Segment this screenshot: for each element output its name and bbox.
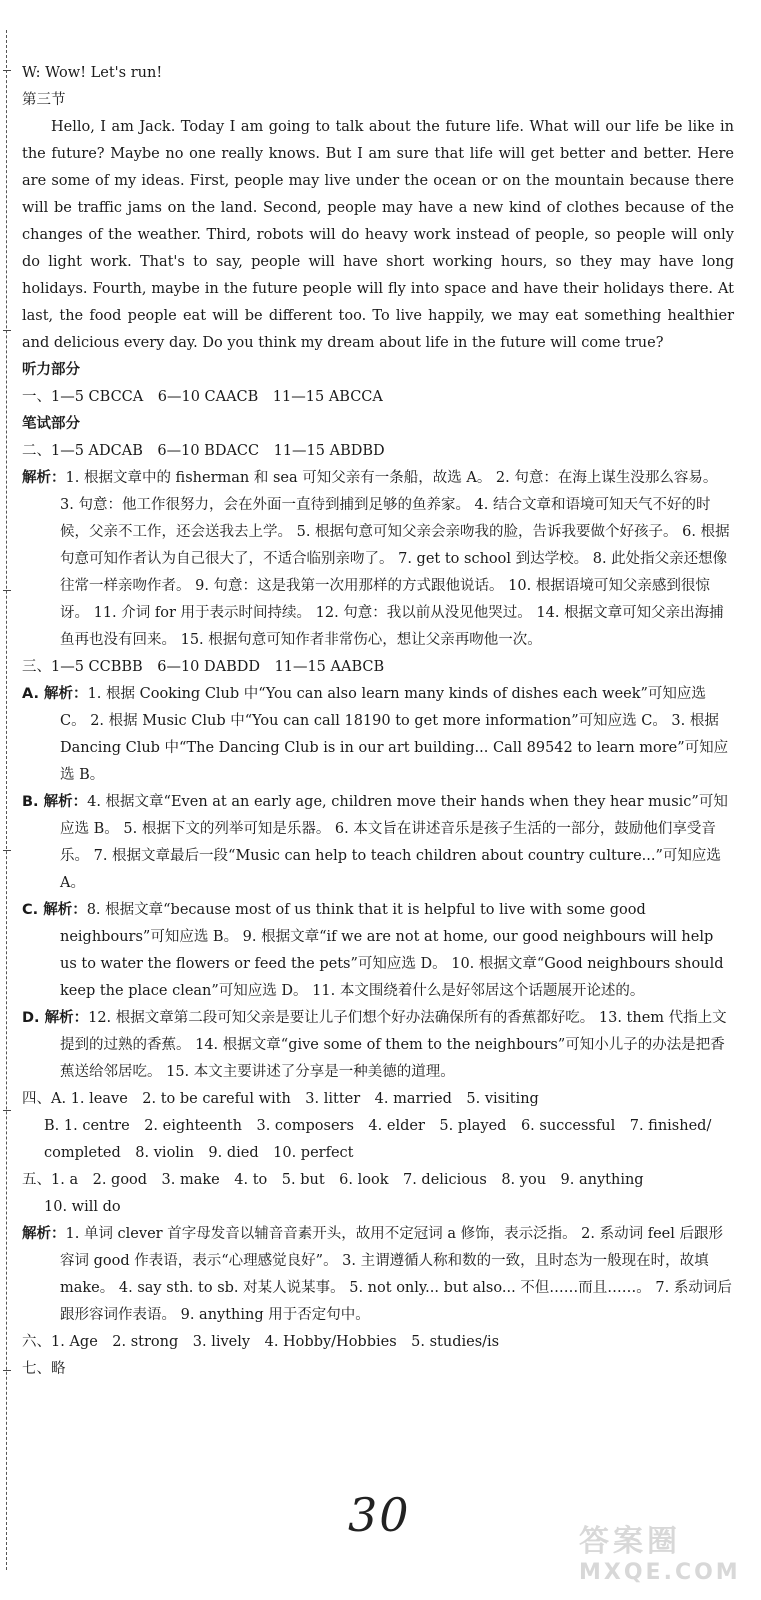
answer-page bbox=[22, 60, 734, 1383]
explanation-3a: A. 解析：1. 根据 Cooking Club 中“You can also learn many kinds of dishes each week”可知应选 C。 2. 根据 Music Club 中“You can call 18190 to get more information”可知应选 C。 3. 根据 Dancing Club 中“The Dancing Club is in our art building... Call 89542 to learn more”可知应选 B。 bbox=[22, 686, 729, 783]
answers-section-6: 六、1. Age 2. strong 3. lively 4. Hobby/Hobbies 5. studies/is bbox=[22, 1334, 500, 1350]
explanation-3c: C. 解析：8. 根据文章“because most of us think that it is helpful to live with some good neighbours”可知应选 B。 9. 根据文章“if we are not at home, our good neighbours will help us to water the flowers or feed the pets”可知应选 D。 10. 根据文章“Good neighbours should keep the place clean”可知应选 D。 11. 本文围绕着什么是好邻居这个话题展开论述的。 bbox=[22, 902, 724, 999]
answers-section-4b-line2: completed 8. violin 9. died 10. perfect bbox=[44, 1145, 354, 1161]
binding-margin-line bbox=[6, 30, 17, 1570]
answers-section-4b-line1: B. 1. centre 2. eighteenth 3. composers 4. elder 5. played 6. successful 7. finished/ bbox=[44, 1118, 712, 1134]
watermark-logo bbox=[579, 1516, 749, 1586]
section-title: 第三节 bbox=[22, 92, 66, 108]
answers-section-2: 二、1—5 ADCAB 6—10 BDACC 11—15 ABDBD bbox=[22, 443, 385, 459]
answers-section-3: 三、1—5 CCBBB 6—10 DABDD 11—15 AABCB bbox=[22, 659, 385, 675]
writing-part-heading: 笔试部分 bbox=[22, 416, 80, 432]
dialog-end-line: W: Wow! Let's run! bbox=[22, 65, 163, 81]
explanation-label: 解析： bbox=[22, 470, 66, 486]
explanation-section-2: 解析：1. 根据文章中的 fisherman 和 sea 可知父亲有一条船，故选 A。 2. 句意：在海上谋生没那么容易。 3. 句意：他工作很努力，会在外面一直待到捕到足够的鱼养家。 4. 结合文章和语境可知天气不好的时候，父亲不工作，还会送我去上学。 5. 根据句意可知父亲会亲吻我的脸，告诉我要做个好孩子。 6. 根据句意可知作者认为自己很大了，不适合临别亲吻了。 7. get to school 到达学校。 8. 此处指父亲还想像往常一样亲吻作者。 9. 句意：这是我第一次用那样的方式跟他说话。 10. 根据语境可知父亲感到很惊讶。 11. 介词 for 用于表示时间持续。 12. 句意：我以前从没见他哭过。 14. 根据文章可知父亲出海捕鱼再也没有回来。 15. 根据句意可知作者非常伤心，想让父亲再吻他一次。 bbox=[22, 470, 730, 648]
answers-section-1: 一、1—5 CBCCA 6—10 CAACB 11—15 ABCCA bbox=[22, 389, 383, 405]
explanation-label: A. 解析： bbox=[22, 686, 88, 702]
explanation-label: B. 解析： bbox=[22, 794, 88, 810]
explanation-label: 解析： bbox=[22, 1226, 66, 1242]
listening-part-heading: 听力部分 bbox=[22, 362, 80, 378]
explanation-label: C. 解析： bbox=[22, 902, 87, 918]
explanation-section-5: 解析：1. 单词 clever 首字母发音以辅音音素开头，故用不定冠词 a 修饰，表示泛指。 2. 系动词 feel 后跟形容词 good 作表语，表示“心理感觉良好”。 3. 主谓遵循人称和数的一致，且时态为一般现在时，故填 make。 4. say sth. to sb. 对某人说某事。 5. not only... but also... 不但……而且……。 7. 系动词后跟形容词作表语。 9. anything 用于否定句中。 bbox=[22, 1226, 732, 1323]
listening-passage: Hello, I am Jack. Today I am going to talk about the future life. What will our life be like in the future? Maybe no one really knows. But I am sure that life will get better and better. Here are some of my ideas. First, people may live under the ocean or on the mountain because there will be traffic jams on the land. Second, people may have a new kind of clothes because of the changes of the weather. Third, robots will do heavy work instead of people, so people will only do light work. That's to say, people will have short working hours, so they may have long holidays. Fourth, maybe in the future people will fly into space and have their holidays there. At last, the food people eat will be different too. To live happily, we may eat something healthier and delicious every day. Do you think my dream about life in the future will come true? bbox=[22, 119, 734, 351]
explanation-3b: B. 解析：4. 根据文章“Even at an early age, children move their hands when they hear music”可知应选 B。 5. 根据下文的列举可知是乐器。 6. 本文旨在讲述音乐是孩子生活的一部分，鼓励他们享受音乐。 7. 根据文章最后一段“Music can help to teach children about country culture...”可知应选 A。 bbox=[22, 794, 728, 891]
explanation-label: D. 解析： bbox=[22, 1010, 89, 1026]
answers-section-7: 七、略 bbox=[22, 1361, 66, 1377]
answers-section-5-line1: 五、1. a 2. good 3. make 4. to 5. but 6. look 7. delicious 8. you 9. anything bbox=[22, 1172, 644, 1188]
watermark-bottom: MXQE.COM bbox=[579, 1560, 741, 1585]
answers-section-5-line2: 10. will do bbox=[44, 1199, 121, 1215]
page-number: 30 bbox=[348, 1488, 411, 1542]
answers-section-4a: 四、A. 1. leave 2. to be careful with 3. litter 4. married 5. visiting bbox=[22, 1091, 539, 1107]
explanation-3d: D. 解析：12. 根据文章第二段可知父亲是要让儿子们想个好办法确保所有的香蕉都好吃。 13. them 代指上文提到的过熟的香蕉。 14. 根据文章“give some of them to the neighbours”可知小儿子的办法是把香蕉送给邻居吃。 15. 本文主要讲述了分享是一种美德的道理。 bbox=[22, 1010, 727, 1080]
watermark-top: 答案圈 bbox=[579, 1524, 681, 1559]
